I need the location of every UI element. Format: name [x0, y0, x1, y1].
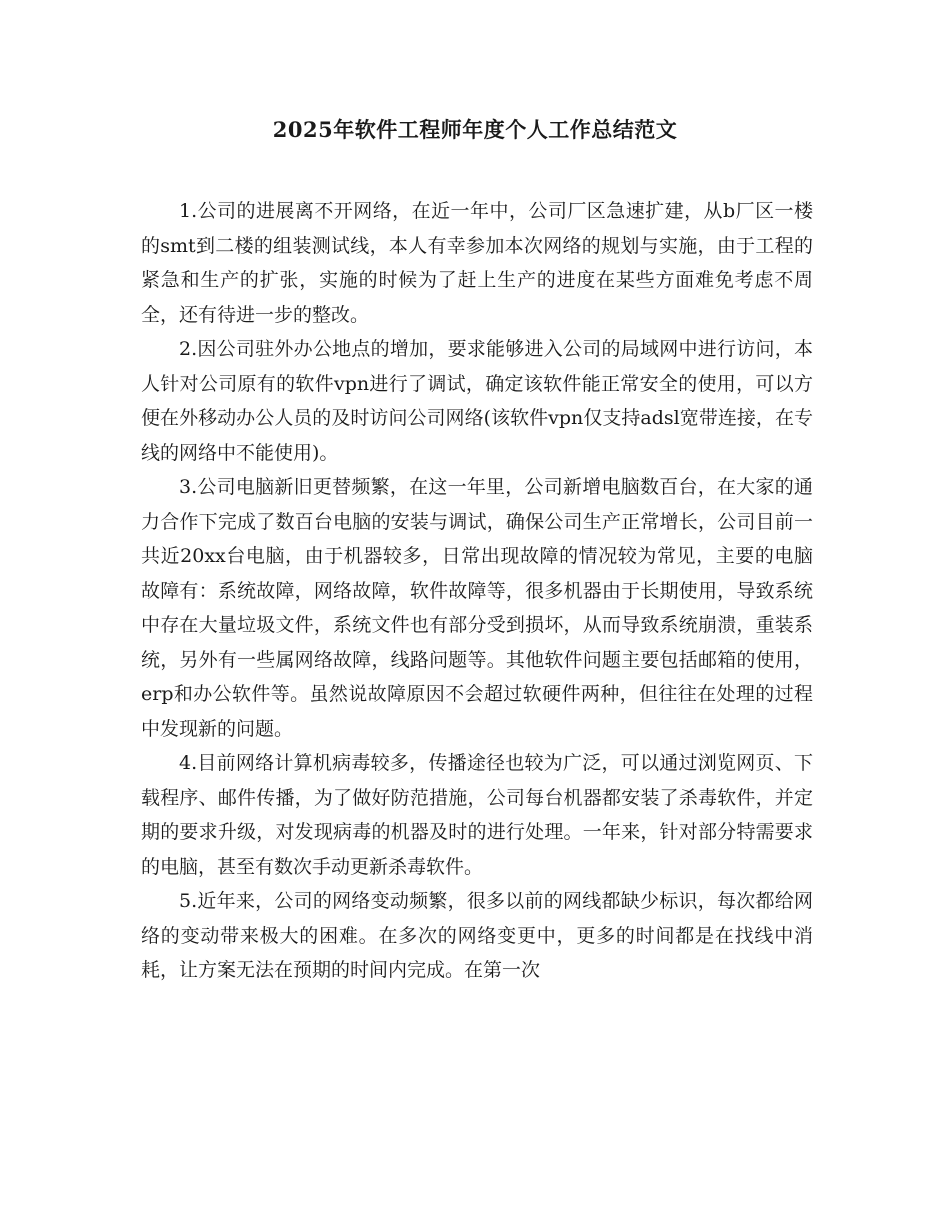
paragraph-4: 4.目前网络计算机病毒较多，传播途径也较为广泛，可以通过浏览网页、下载程序、邮件传播，为了做好防范措施，公司每台机器都安装了杀毒软件，并定期的要求升级，对发现病毒的机器及时的进行处理。一年来，针对部分特需要求的电脑，甚至有数次手动更新杀毒软件。: [141, 752, 813, 878]
paragraph-1: 1.公司的进展离不开网络，在近一年中，公司厂区急速扩建，从b厂区一楼的smt到二楼的组装测试线，本人有幸参加本次网络的规划与实施，由于工程的紧急和生产的扩张，实施的时候为了赶上生产的进度在某些方面难免考虑不周全，还有待进一步的整改。: [141, 200, 813, 326]
document-body: [141, 194, 813, 988]
paragraph-3: 3.公司电脑新旧更替频繁，在这一年里，公司新增电脑数百台，在大家的通力合作下完成了数百台电脑的安装与调试，确保公司生产正常增长，公司目前一共近20xx台电脑，由于机器较多，日常出现故障的情况较为常见，主要的电脑故障有：系统故障，网络故障，软件故障等，很多机器由于长期使用，导致系统中存在大量垃圾文件，系统文件也有部分受到损坏，从而导致系统崩溃，重装系统，另外有一些属网络故障，线路问题等。其他软件问题主要包括邮箱的使用，erp和办公软件等。虽然说故障原因不会超过软硬件两种，但往往在处理的过程中发现新的问题。: [141, 476, 813, 740]
document-title: 2025年软件工程师年度个人工作总结范文: [272, 117, 678, 142]
paragraph-2: 2.因公司驻外办公地点的增加，要求能够进入公司的局域网中进行访问，本人针对公司原有的软件vpn进行了调试，确定该软件能正常安全的使用，可以方便在外移动办公人员的及时访问公司网络(该软件vpn仅支持adsl宽带连接，在专线的网络中不能使用)。: [141, 338, 813, 464]
paragraph-5: 5.近年来，公司的网络变动频繁，很多以前的网线都缺少标识，每次都给网络的变动带来极大的困难。在多次的网络变更中，更多的时间都是在找线中消耗，让方案无法在预期的时间内完成。在第一次: [141, 890, 813, 981]
